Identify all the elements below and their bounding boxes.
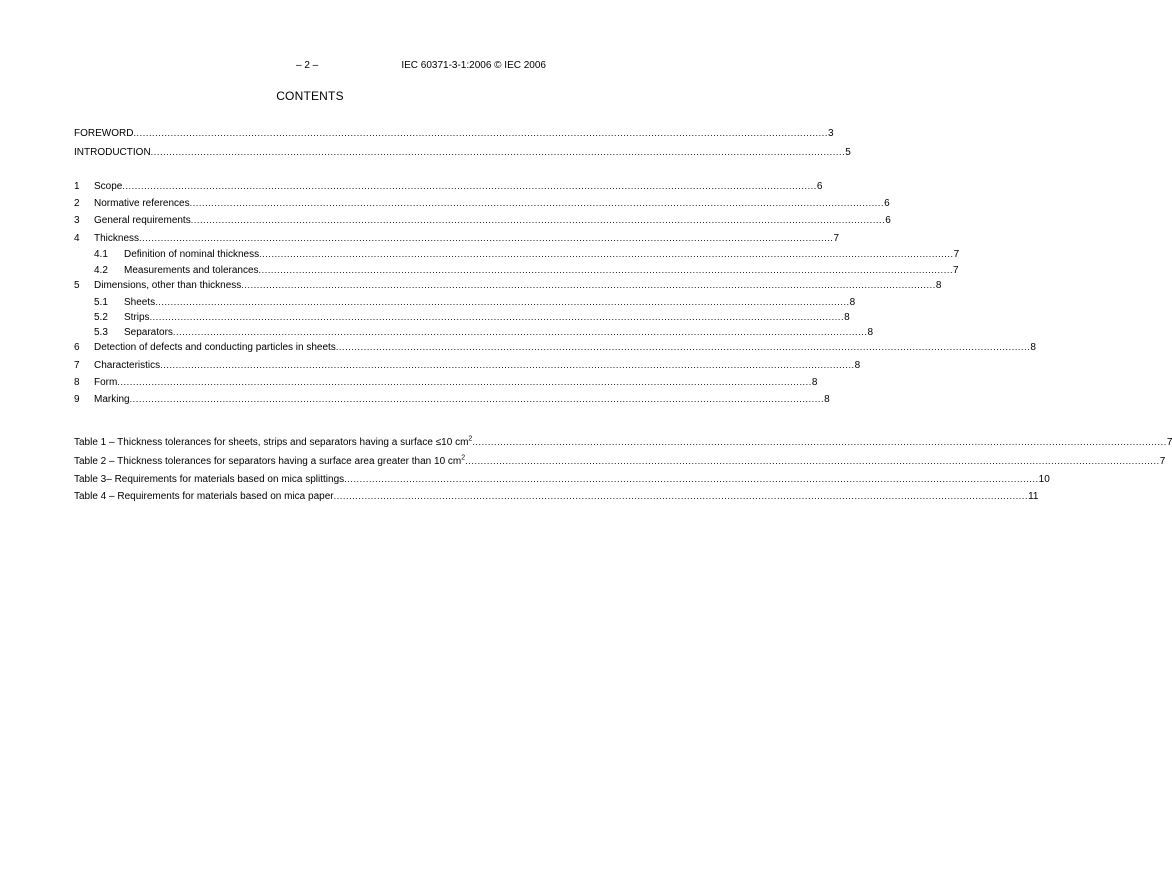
toc-entry-page: 7 (1166, 437, 1172, 448)
toc-leader: ................................................................................................................................................................................................................................ (149, 312, 845, 322)
toc-entry-label: Dimensions, other than thickness (94, 280, 242, 291)
toc-leader: ................................................................................................................................................................................................................................ (190, 215, 886, 225)
toc-entry-label: Table 4 – Requirements for materials based on mica paper (74, 491, 334, 502)
toc-leader: ................................................................................................................................................................................................................................ (333, 491, 1029, 501)
toc-leader: ................................................................................................................................................................................................................................ (133, 128, 828, 138)
toc-subentry[interactable] (74, 310, 850, 324)
toc-leader: ................................................................................................................................................................................................................................ (155, 297, 850, 307)
toc-entry-page: 8 (849, 297, 856, 308)
toc-leader: ................................................................................................................................................................................................................................ (117, 377, 812, 387)
toc-entry-label: Definition of nominal thickness (124, 249, 260, 260)
toc-entry-page: 11 (1028, 491, 1039, 502)
toc-leader: ................................................................................................................................................................................................................................ (172, 327, 868, 337)
toc-leader: ................................................................................................................................................................................................................................ (122, 181, 817, 191)
toc-leader: ................................................................................................................................................................................................................................ (189, 198, 885, 208)
toc-entry-number: 4.2 (94, 265, 108, 276)
toc-entry-label: Measurements and tolerances (124, 265, 259, 276)
toc-entry-number: 5.3 (94, 327, 108, 338)
toc-entry-page: 8 (811, 377, 818, 388)
toc-subentry[interactable] (74, 295, 856, 309)
toc-entry-label: Thickness (94, 233, 140, 244)
toc-entry-number: 1 (74, 181, 80, 192)
toc-entry-label: Separators (124, 327, 173, 338)
toc-leader: ................................................................................................................................................................................................................................ (258, 265, 954, 275)
toc-leader: ................................................................................................................................................................................................................................ (241, 280, 936, 290)
toc-entry-number: 2 (74, 198, 80, 209)
toc-leader: ................................................................................................................................................................................................................................ (344, 474, 1039, 484)
toc-entry-number: 5.2 (94, 312, 108, 323)
page-number: – 2 – (296, 60, 319, 71)
toc-entry[interactable] (74, 392, 830, 406)
toc-entry-page: 8 (935, 280, 942, 291)
toc-entry-page: 8 (844, 312, 850, 323)
toc-entry-number: 5 (74, 280, 80, 291)
toc-entry-label: Detection of defects and conducting particles in sheets (94, 342, 336, 353)
toc-entry[interactable] (74, 375, 818, 389)
toc-leader: ................................................................................................................................................................................................................................ (465, 456, 1160, 466)
page-header (0, 60, 620, 74)
toc-entry-label (74, 436, 472, 450)
toc-leader: ................................................................................................................................................................................................................................ (129, 394, 825, 404)
toc-table-entry[interactable] (74, 489, 1039, 503)
page-title: CONTENTS (276, 89, 344, 103)
toc-entry-page: 8 (867, 327, 873, 338)
toc-entry-label: Table 3– Requirements for materials based on mica splittings (74, 474, 345, 485)
toc-entry-page: 10 (1038, 474, 1050, 485)
toc-entry-number: 4.1 (94, 249, 108, 260)
toc-entry[interactable] (74, 358, 861, 372)
toc-leader: ................................................................................................................................................................................................................................ (160, 360, 855, 370)
toc-entry-label: Strips (124, 312, 150, 323)
toc-entry[interactable] (74, 278, 942, 292)
toc-entry-page: 7 (953, 249, 960, 260)
toc-entry-label: Characteristics (94, 360, 161, 371)
toc-leader: ................................................................................................................................................................................................................................ (139, 233, 834, 243)
toc-entry[interactable] (74, 145, 851, 159)
toc-entry-label: Sheets (124, 297, 156, 308)
toc-subentry[interactable] (74, 263, 959, 277)
standard-reference: IEC 60371-3-1:2006 © IEC 2006 (401, 60, 546, 71)
toc-entry-label-text: Table 2 – Thickness tolerances for separators having a surface area greater than 10 cm (74, 456, 462, 467)
toc-entry[interactable] (74, 213, 891, 227)
toc-entry[interactable] (74, 340, 1036, 354)
toc-entry-page: 3 (827, 128, 834, 139)
toc-leader: ................................................................................................................................................................................................................................ (259, 249, 954, 259)
toc-leader: ................................................................................................................................................................................................................................ (150, 147, 846, 157)
superscript: 2 (468, 435, 473, 443)
toc-entry-label: Marking (94, 394, 130, 405)
toc-subentry[interactable] (74, 325, 873, 339)
toc-entry-label (74, 455, 465, 469)
toc-entry-label: Form (94, 377, 118, 388)
toc-entry-label: General requirements (94, 215, 191, 226)
toc-entry-number: 5.1 (94, 297, 108, 308)
toc-leader: ................................................................................................................................................................................................................................ (472, 437, 1167, 447)
toc-entry[interactable] (74, 196, 890, 210)
toc-entry-page: 7 (953, 265, 959, 276)
toc-entry-page: 6 (816, 181, 823, 192)
toc-entry-page: 8 (824, 394, 830, 405)
toc-table-entry[interactable] (74, 454, 1166, 468)
toc-entry[interactable] (74, 179, 823, 193)
toc-entry-label: INTRODUCTION (74, 147, 151, 158)
toc-entry[interactable] (74, 231, 840, 245)
toc-entry-number: 6 (74, 342, 80, 353)
toc-entry-label: FOREWORD (74, 128, 134, 139)
toc-entry-number: 7 (74, 360, 80, 371)
toc-entry-page: 8 (1030, 342, 1036, 353)
toc-subentry[interactable] (74, 247, 960, 261)
toc-entry-label: Normative references (94, 198, 190, 209)
toc-entry-page: 6 (885, 215, 891, 226)
superscript: 2 (461, 454, 466, 462)
toc-table-entry[interactable] (74, 435, 1172, 449)
toc-entry-number: 3 (74, 215, 80, 226)
toc-entry-number: 9 (74, 394, 80, 405)
toc-entry-number: 4 (74, 233, 80, 244)
toc-entry-page: 7 (833, 233, 840, 244)
toc-table-entry[interactable] (74, 472, 1050, 486)
toc-entry-page: 5 (845, 147, 851, 158)
toc-entry-page: 6 (884, 198, 890, 209)
toc-entry-number: 8 (74, 377, 80, 388)
toc-entry[interactable] (74, 126, 834, 140)
toc-entry-page: 7 (1159, 456, 1166, 467)
toc-leader: ................................................................................................................................................................................................................................ (335, 342, 1031, 352)
toc-entry-page: 8 (854, 360, 861, 371)
toc-entry-label: Scope (94, 181, 123, 192)
toc-entry-label-text: Table 1 – Thickness tolerances for sheets, strips and separators having a surface ≤10 cm (74, 437, 469, 448)
